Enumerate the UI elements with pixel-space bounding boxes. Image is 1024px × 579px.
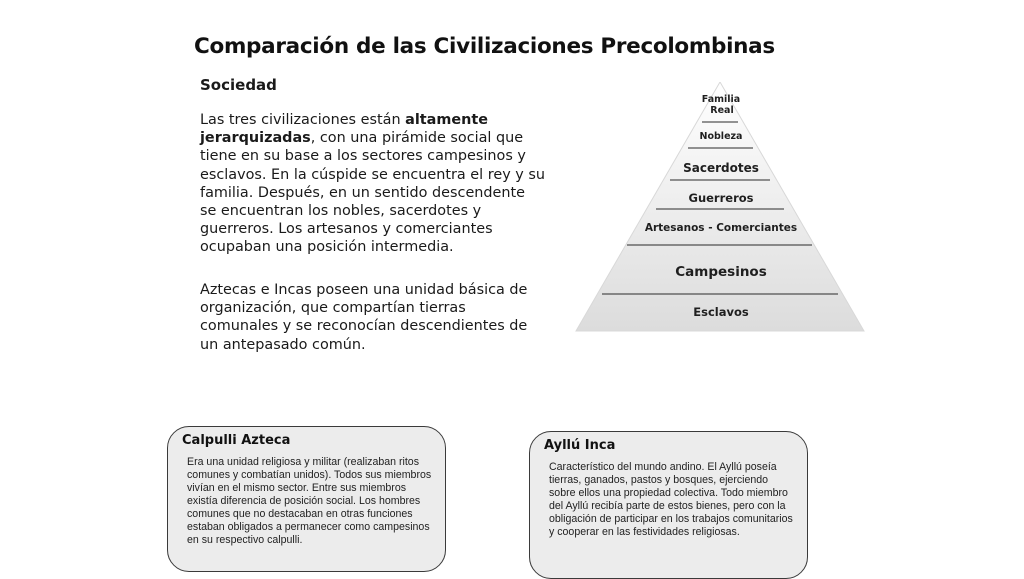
- social-pyramid-diagram: [570, 82, 870, 337]
- pyramid-level-guerreros: Guerreros: [688, 191, 754, 205]
- calpulli-azteca-card: [167, 426, 446, 572]
- card-text: Era una unidad religiosa y militar (realizaban ritos comunes y combatían unidos). Todos sus miembros vivían en el mismo sector. Entre sus miembros existía diferencia de posición social. Los hombres comunes que no destacaban en otras funciones estaban obligados a permanecer como campesinos en su respectivo calpulli.: [187, 456, 432, 546]
- paragraph-emphasis: altamente jerarquizadas: [200, 112, 489, 147]
- ayllu-inca-card: [529, 431, 808, 579]
- pyramid-level-artesanos-comerciantes: Artesanos - Comerciantes: [644, 222, 798, 234]
- pyramid-level-sacerdotes: Sacerdotes: [683, 161, 759, 175]
- section-heading: Sociedad: [200, 76, 277, 94]
- society-paragraph-1: [200, 111, 545, 257]
- pyramid-level-nobleza: Nobleza: [699, 131, 743, 142]
- card-title: Calpulli Azteca: [182, 433, 291, 448]
- card-title: Ayllú Inca: [544, 438, 616, 453]
- paragraph-segment: Las tres civilizaciones están: [200, 112, 406, 128]
- society-paragraph-2: Aztecas e Incas poseen una unidad básica de organización, que compartían tierras comunales y se reconocían descendientes de un antepasado común.: [200, 282, 528, 353]
- page-title: Comparación de las Civilizaciones Precolombinas: [194, 34, 775, 59]
- pyramid-level-familia-real: Familia Real: [701, 94, 741, 116]
- pyramid-level-campesinos: Campesinos: [675, 264, 767, 280]
- card-text: Característico del mundo andino. El Ayllú poseía tierras, ganados, pastos y bosques, ejerciendo sobre ellos una propiedad colectiva. Todo miembro del Ayllú recibía parte de estos bienes, pero con la obligación de participar en los trabajos comunitarios y cooperar en las festividades religiosas.: [549, 461, 793, 538]
- pyramid-level-esclavos: Esclavos: [693, 305, 749, 319]
- paragraph-segment: , con una pirámide social que tiene en su base a los sectores campesinos y esclavos. En la cúspide se encuentra el rey y su familia. Después, en un sentido descendente se encuentran los nobles, sacerdotes y guerreros. Los artesanos y comerciantes ocupaban una posición intermedia.: [200, 130, 545, 256]
